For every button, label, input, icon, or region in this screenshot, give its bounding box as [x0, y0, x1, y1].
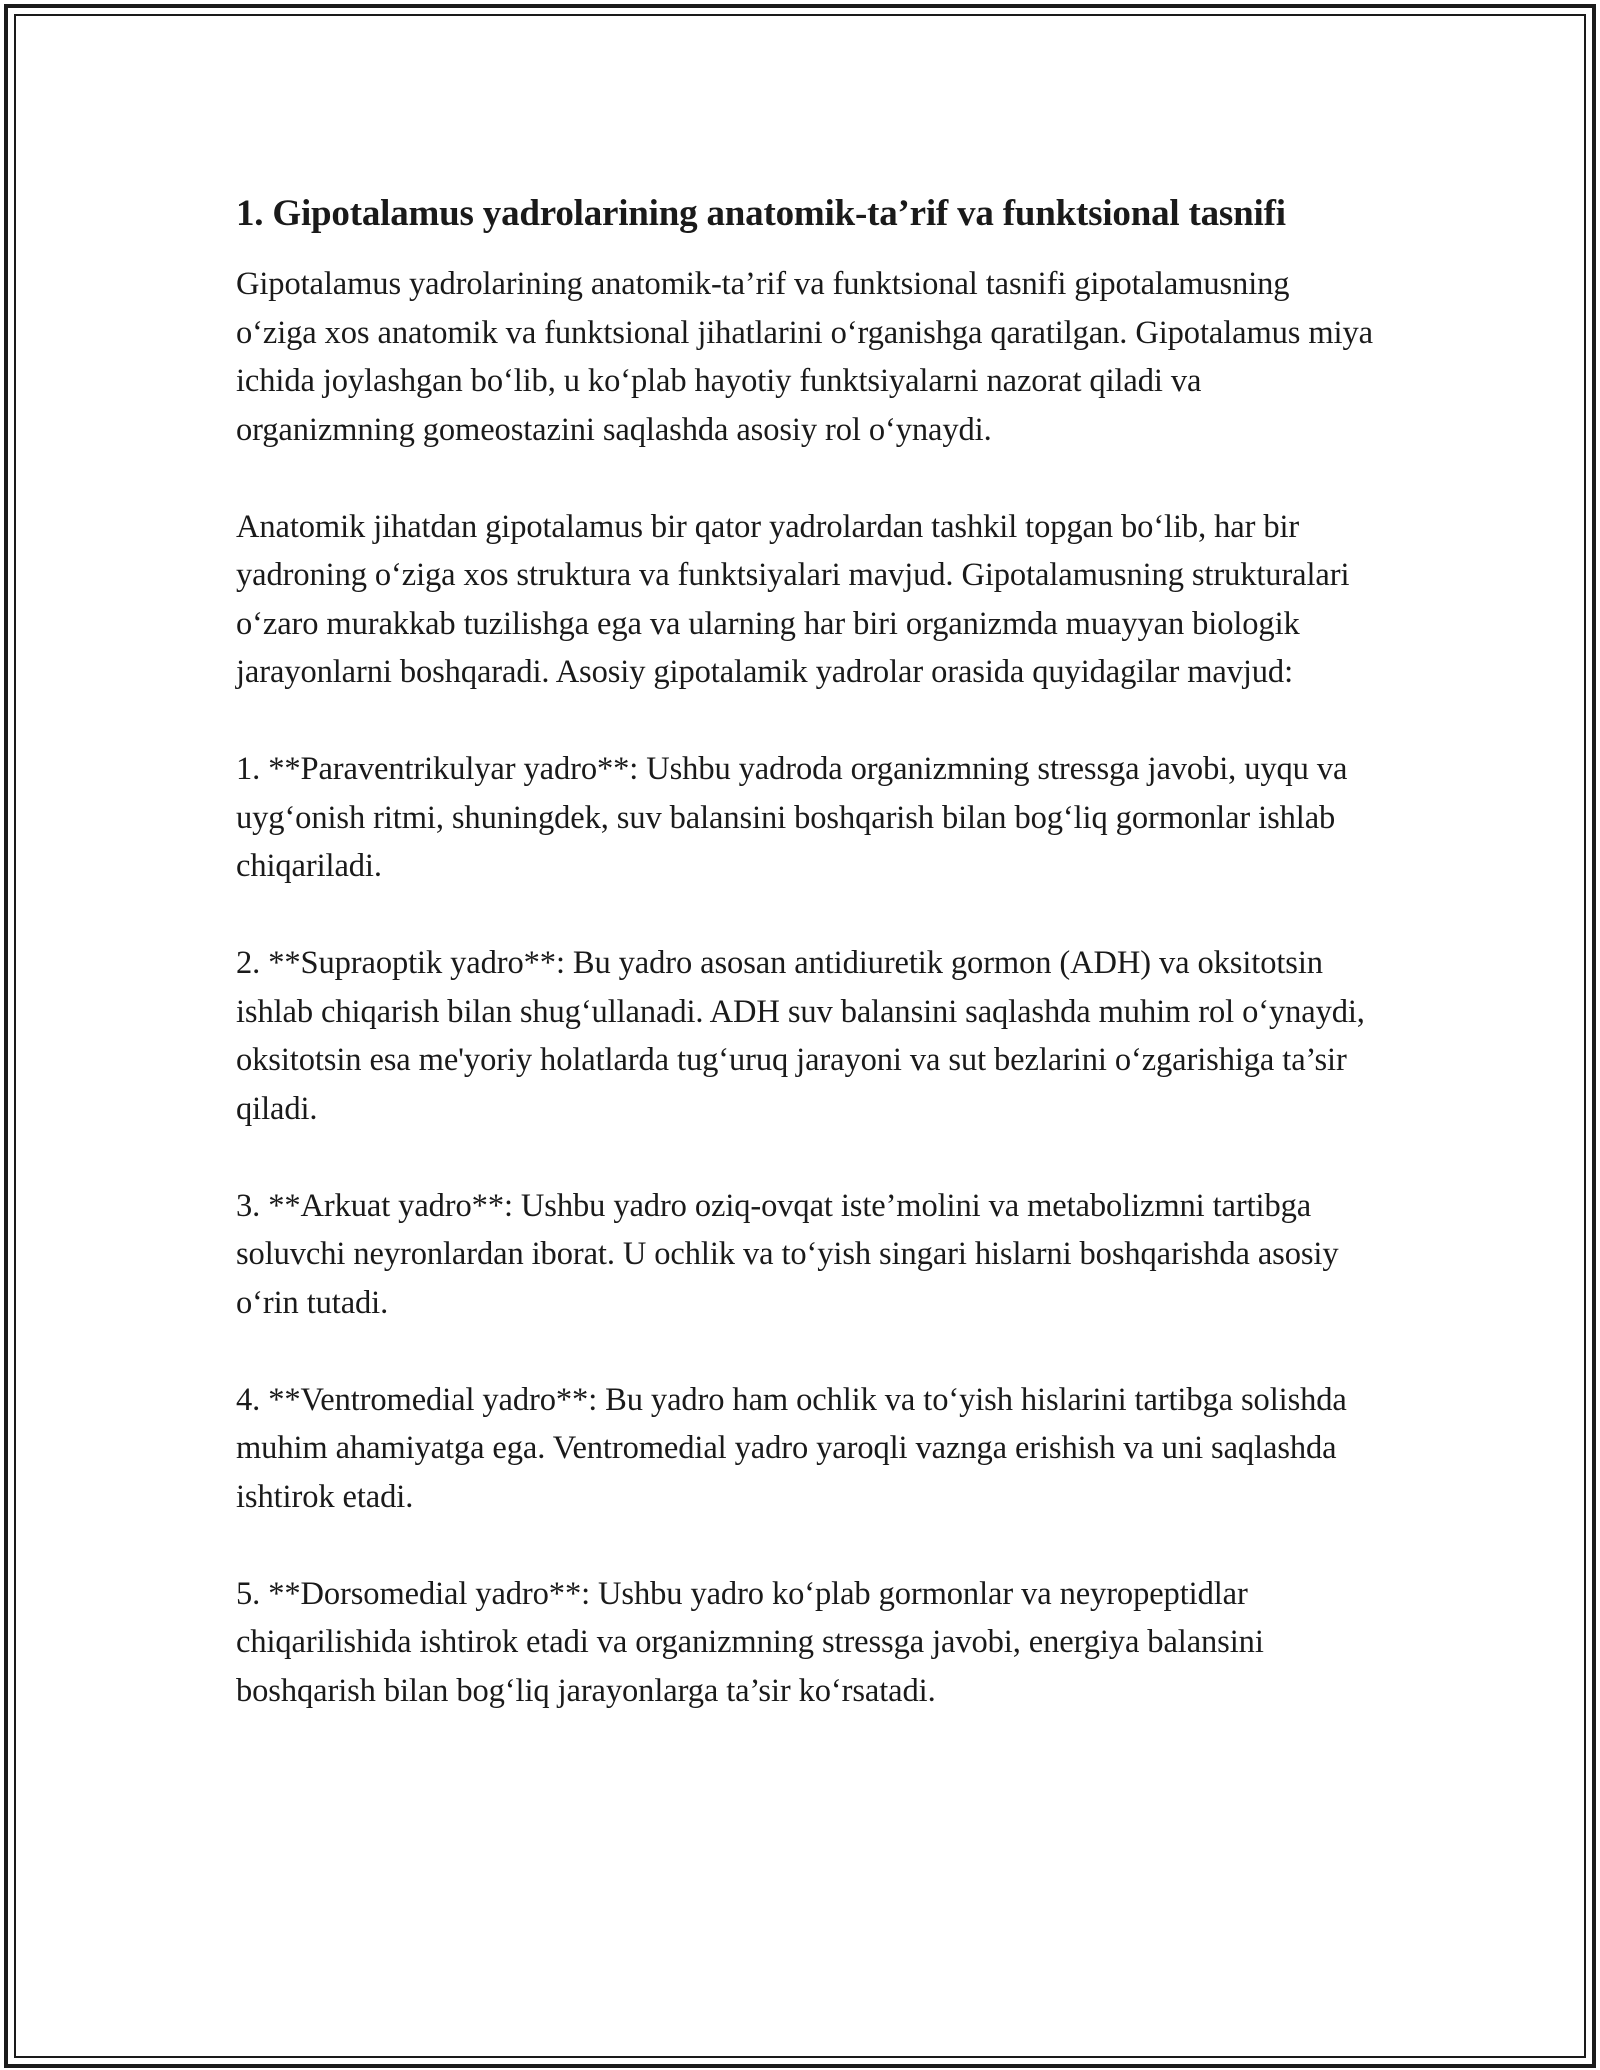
list-item-supraoptic: 2. **Supraoptik yadro**: Bu yadro asosan antidiuretik gormon (ADH) va oksitotsin ishlab chiqarish bilan shug‘ullanadi. ADH suv balansini saqlashda muhim rol o‘ynaydi, oksitotsin esa me'yoriy holatlarda tug‘uruq jarayoni va sut bezlarini o‘zgarishiga ta’sir qiladi. — [236, 945, 1365, 1127]
paragraph-intro: Gipotalamus yadrolarining anatomik-ta’rif va funktsional tasnifi gipotalamusning o‘ziga xos anatomik va funktsional jihatlarini o‘rganishga qaratilgan. Gipotalamus miya ichida joylashgan bo‘lib, u ko‘plab hayotiy funktsiyalarni nazorat qiladi va organizmning gomeostazini saqlashda asosiy rol o‘ynaydi. — [236, 266, 1373, 448]
document-body — [236, 186, 1376, 1715]
section-title: 1. Gipotalamus yadrolarining anatomik-ta’rif va funktsional tasnifi — [236, 193, 1286, 234]
paragraph-anatomy: Anatomik jihatdan gipotalamus bir qator yadrolardan tashkil topgan bo‘lib, har bir yadroning o‘ziga xos struktura va funktsiyalari mavjud. Gipotalamusning strukturalari o‘zaro murakkab tuzilishga ega va ularning har biri organizmda muayyan biologik jarayonlarni boshqaradi. Asosiy gipotalamik yadrolar orasida quyidagilar mavjud: — [236, 508, 1350, 690]
list-item-dorsomedial: 5. **Dorsomedial yadro**: Ushbu yadro ko‘plab gormonlar va neyropeptidlar chiqarilishida ishtirok etadi va organizmning stressga javobi, energiya balansini boshqarish bilan bog‘liq jarayonlarga ta’sir ko‘rsatadi. — [236, 1575, 1264, 1709]
list-item-arcuate: 3. **Arkuat yadro**: Ushbu yadro oziq-ovqat iste’molini va metabolizmni tartibga soluvchi neyronlardan iborat. U ochlik va to‘yish singari hislarni boshqarishda asosiy o‘rin tutadi. — [236, 1187, 1339, 1321]
list-item-ventromedial: 4. **Ventromedial yadro**: Bu yadro ham ochlik va to‘yish hislarini tartibga solishda muhim ahamiyatga ega. Ventromedial yadro yaroqli vaznga erishish va uni saqlashda ishtirok etadi. — [236, 1381, 1347, 1515]
list-item-paraventricular: 1. **Paraventrikulyar yadro**: Ushbu yadroda organizmning stressga javobi, uyqu va uyg‘onish ritmi, shuningdek, suv balansini boshqarish bilan bog‘liq gormonlar ishlab chiqariladi. — [236, 751, 1348, 884]
